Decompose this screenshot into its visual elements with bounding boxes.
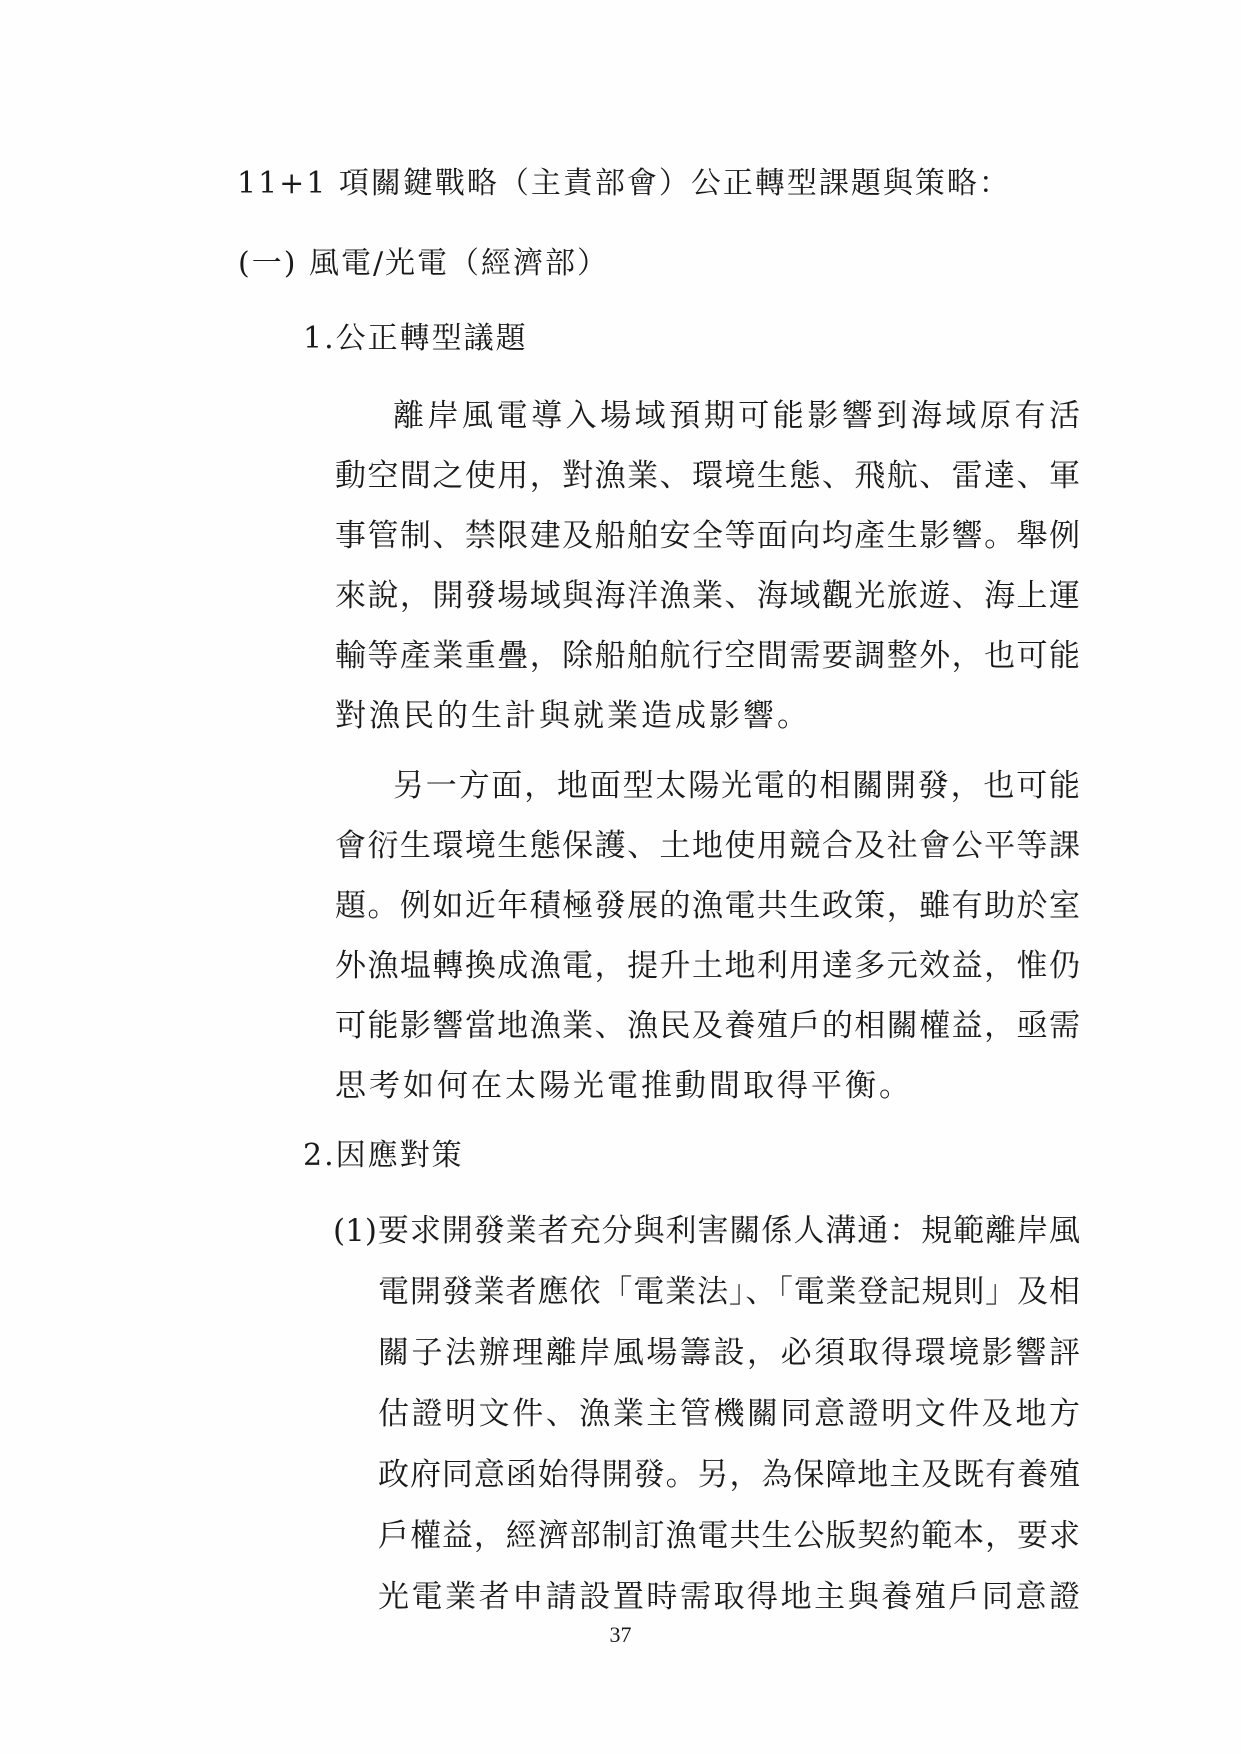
paragraph-1-line: 離岸風電導入場域預期可能影響到海域原有活 bbox=[393, 398, 1080, 434]
paragraph-2-line: 可能影響當地漁業、漁民及養殖戶的相關權益，亟需 bbox=[335, 1008, 1080, 1044]
page-number: 37 bbox=[609, 1622, 632, 1647]
paragraph-1-line: 事管制、禁限建及船舶安全等面向均產生影響。舉例 bbox=[335, 518, 1080, 554]
item-1-title: 1.公正轉型議題 bbox=[303, 321, 528, 356]
sub-item-1-line: 光電業者申請設置時需取得地主與養殖戶同意證 bbox=[378, 1579, 1080, 1615]
paragraph-2-line: 思考如何在太陽光電推動間取得平衡。 bbox=[335, 1068, 913, 1104]
sub-item-1-line: 戶權益，經濟部制訂漁電共生公版契約範本，要求 bbox=[378, 1518, 1080, 1554]
paragraph-2-line: 題。例如近年積極發展的漁電共生政策，雖有助於室 bbox=[335, 888, 1080, 924]
paragraph-1-line: 來說，開發場域與海洋漁業、海域觀光旅遊、海上運 bbox=[335, 578, 1080, 614]
paragraph-2-line: 會衍生環境生態保護、土地使用競合及社會公平等課 bbox=[335, 828, 1080, 864]
sub-item-1-line: 政府同意函始得開發。另，為保障地主及既有養殖 bbox=[378, 1457, 1080, 1493]
paragraph-1-line: 輸等產業重疊，除船舶航行空間需要調整外，也可能 bbox=[335, 638, 1080, 674]
paragraph-1-line: 動空間之使用，對漁業、環境生態、飛航、雷達、軍 bbox=[335, 458, 1080, 494]
item-2-title: 2.因應對策 bbox=[303, 1138, 464, 1173]
sub-item-1-line: 電開發業者應依「電業法」、「電業登記規則」及相 bbox=[378, 1274, 1080, 1310]
paragraph-2-line: 外漁塭轉換成漁電，提升土地利用達多元效益，惟仍 bbox=[335, 948, 1080, 984]
paragraph-1-line: 對漁民的生計與就業造成影響。 bbox=[335, 698, 811, 734]
page-heading: 11+1 項關鍵戰略（主責部會）公正轉型課題與策略： bbox=[237, 166, 1011, 201]
sub-item-1-line: (1)要求開發業者充分與利害關係人溝通：規範離岸風 bbox=[333, 1213, 1080, 1249]
sub-item-1-line: 關子法辦理離岸風場籌設，必須取得環境影響評 bbox=[378, 1335, 1080, 1371]
paragraph-2-line: 另一方面，地面型太陽光電的相關開發，也可能 bbox=[393, 768, 1080, 804]
sub-item-1-line: 估證明文件、漁業主管機關同意證明文件及地方 bbox=[378, 1396, 1080, 1432]
section-title: (一) 風電/光電（經濟部） bbox=[238, 246, 610, 281]
